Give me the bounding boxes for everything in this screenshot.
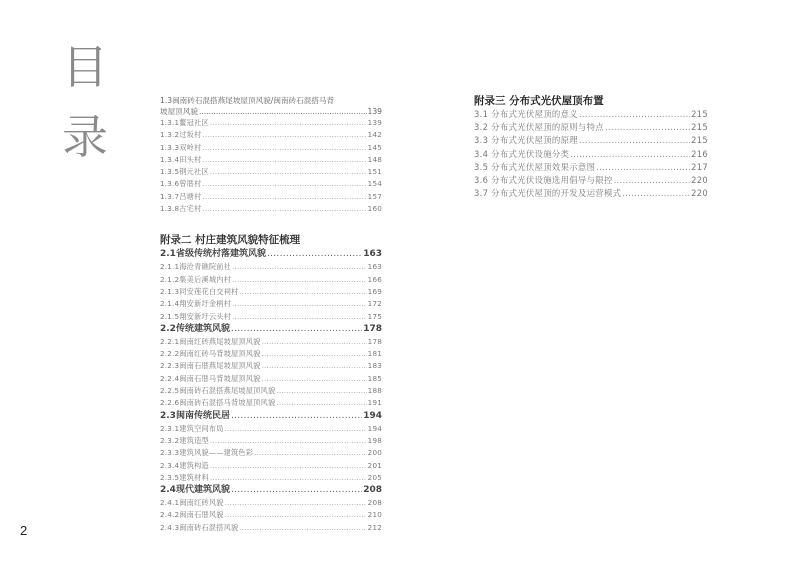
toc-page-number: 154	[367, 179, 382, 189]
toc-entry-label: 2.3.4建筑构造	[160, 460, 209, 470]
toc-entry[interactable]	[160, 261, 382, 273]
toc-entry[interactable]	[474, 134, 708, 147]
toc-entry-label: 3.6 分布式光伏设施选用倡导与限控	[474, 174, 613, 185]
toc-entry-label: 1.3.6曾厝村	[160, 179, 202, 189]
toc-page-number: 217	[691, 161, 708, 172]
toc-entry[interactable]	[160, 484, 382, 497]
toc-entry-label: 坡屋顶风貌	[160, 107, 198, 116]
toc-page-number: 185	[367, 373, 382, 383]
toc-entry-label: 2.4.2闽南石厝风貌	[160, 510, 224, 520]
toc-left-column	[160, 96, 382, 534]
toc-entry-label: 1.3.3双岭村	[160, 142, 202, 152]
toc-page-number: 201	[367, 460, 382, 470]
toc-entry-label: 1.3.5钢元社区	[160, 167, 209, 177]
toc-page-number: 215	[691, 108, 708, 119]
toc-entry-label: 2.2.5闽南砖石混搭燕尾坡屋顶风貌	[160, 386, 276, 396]
toc-page-number: 220	[691, 188, 708, 199]
toc-entry[interactable]	[160, 117, 382, 129]
toc-entry[interactable]	[160, 142, 382, 154]
toc-entry-1-3[interactable]	[160, 96, 382, 117]
toc-page-number: 181	[367, 349, 382, 359]
toc-entry-label: 1.3.8古宅村	[160, 204, 202, 214]
appendix-3-title: 附录三 分布式光伏屋顶布置	[474, 95, 604, 107]
toc-entry-label: 3.4 分布式光伏设施分类	[474, 148, 570, 159]
toc-entry[interactable]	[160, 323, 382, 336]
toc-entry[interactable]	[160, 154, 382, 166]
toc-page-number: 142	[367, 130, 382, 140]
toc-entry[interactable]	[474, 187, 708, 200]
appendix-2-groups	[160, 248, 382, 534]
toc-entry[interactable]	[160, 460, 382, 472]
toc-page-number: 216	[691, 148, 708, 159]
toc-page-number: 200	[367, 448, 382, 458]
toc-page-number: 208	[367, 498, 382, 508]
toc-page-number: 166	[367, 274, 382, 284]
toc-entry-label: 3.1 分布式光伏屋顶的意义	[474, 108, 578, 119]
toc-entry[interactable]	[160, 472, 382, 484]
toc-page-number: 191	[367, 398, 382, 408]
toc-entry-label: 2.3.2建筑造型	[160, 435, 209, 445]
toc-page-number: 145	[367, 142, 382, 152]
toc-title-char-1: 目	[62, 40, 108, 94]
toc-entry[interactable]	[160, 178, 382, 190]
toc-entry[interactable]	[160, 397, 382, 409]
toc-page-number: 151	[367, 167, 382, 177]
toc-page-number: 139	[367, 118, 382, 127]
toc-entry[interactable]	[160, 286, 382, 298]
toc-entry-label: 2.1.4翔安新圩金柄村	[160, 299, 232, 309]
toc-entry[interactable]	[160, 423, 382, 435]
toc-entry[interactable]	[474, 174, 708, 187]
toc-entry[interactable]	[160, 248, 382, 261]
toc-entry-label: 3.5 分布式光伏屋顶效果示意图	[474, 161, 596, 172]
toc-entry-label: 1.3.4田头村	[160, 154, 202, 164]
toc-entry-label: 2.3闽南传统民居	[160, 410, 230, 421]
toc-entry[interactable]	[160, 447, 382, 459]
toc-entry-label: 2.3.5建筑材料	[160, 472, 209, 482]
toc-entry[interactable]	[160, 298, 382, 310]
appendix-3-items	[474, 108, 708, 200]
appendix-2-title: 附录二 村庄建筑风貌特征梳理	[160, 234, 301, 247]
toc-entry-label: 2.4.3闽南砖石混搭风貌	[160, 522, 239, 532]
toc-entry-label: 2.1.3同安莲花白交祠村	[160, 286, 239, 296]
toc-entry[interactable]	[160, 274, 382, 286]
toc-page-number: 194	[367, 423, 382, 433]
toc-page-number: 178	[363, 323, 382, 334]
toc-entry-label: 2.2传统建筑风貌	[160, 323, 230, 334]
toc-page-number: 208	[363, 485, 382, 496]
toc-page-number: 205	[367, 472, 382, 482]
toc-entry[interactable]	[474, 108, 708, 121]
toc-entry-label: 2.4现代建筑风貌	[160, 485, 230, 496]
toc-right-column	[474, 94, 708, 200]
page-number: 2	[20, 523, 28, 538]
toc-entry-label: 2.2.3闽南石厝燕尾坡屋顶风貌	[160, 361, 261, 371]
toc-entry-label: 2.1.1海沧青礁院前社	[160, 262, 232, 272]
toc-entry[interactable]	[474, 148, 708, 161]
toc-page-number: 215	[691, 122, 708, 133]
toc-entry[interactable]	[160, 166, 382, 178]
toc-page-number: 210	[367, 510, 382, 520]
toc-entry[interactable]	[160, 348, 382, 360]
toc-entry-label: 2.3.1建筑空间布局	[160, 423, 224, 433]
toc-entry-label: 2.2.2闽南红砖马背坡屋顶风貌	[160, 349, 261, 359]
toc-entry-label: 2.2.4闽南石厝马背坡屋顶风貌	[160, 373, 261, 383]
toc-entry[interactable]	[160, 129, 382, 141]
toc-entry-label: 1.3.7吕塘村	[160, 191, 202, 201]
toc-page-number: 183	[367, 361, 382, 371]
toc-entry-label: 3.3 分布式光伏屋顶的原理	[474, 135, 578, 146]
toc-entry-label: 2.1.2集美后溪城内村	[160, 274, 232, 284]
toc-entry[interactable]	[160, 410, 382, 423]
toc-entry[interactable]	[160, 373, 382, 385]
toc-entry[interactable]	[474, 161, 708, 174]
toc-page-number: 212	[367, 522, 382, 532]
toc-page-number: 215	[691, 135, 708, 146]
toc-section-1-3-items	[160, 117, 382, 215]
toc-entry[interactable]	[160, 191, 382, 203]
toc-page-number: 198	[367, 435, 382, 445]
toc-page-number: 139	[367, 107, 382, 116]
toc-page-number: 220	[691, 174, 708, 185]
toc-entry-label: 3.2 分布式光伏屋顶的原则与特点	[474, 122, 604, 133]
toc-entry-label: 2.4.1闽南红砖风貌	[160, 498, 224, 508]
toc-entry[interactable]	[160, 435, 382, 447]
toc-page-number: 163	[363, 249, 382, 260]
toc-page-number: 169	[367, 286, 382, 296]
toc-entry-label: 1.3.2过坂村	[160, 130, 202, 140]
toc-entry-label: 3.7 分布式光伏屋顶的开发及运营模式	[474, 188, 622, 199]
toc-page-number: 175	[367, 311, 382, 321]
toc-page-number: 172	[367, 299, 382, 309]
toc-page-number: 160	[367, 204, 382, 214]
toc-entry-label: 2.2.6闽南砖石混搭马背坡屋顶风貌	[160, 398, 276, 408]
toc-entry[interactable]	[160, 311, 382, 323]
toc-title-char-2: 录	[62, 110, 108, 164]
toc-entry[interactable]	[160, 336, 382, 348]
toc-entry-label: 2.1.5翔安新圩云头村	[160, 311, 232, 321]
toc-entry[interactable]	[160, 360, 382, 372]
toc-page-number: 157	[367, 191, 382, 201]
toc-page-number: 163	[367, 262, 382, 272]
toc-entry-label: 2.3.3建筑风貌——建筑色彩	[160, 448, 254, 458]
toc-page-number: 178	[367, 336, 382, 346]
toc-page-number: 188	[367, 386, 382, 396]
toc-entry-label: 2.2.1闽南红砖燕尾坡屋顶风貌	[160, 336, 261, 346]
toc-page-number: 194	[363, 410, 382, 421]
toc-entry-label: 1.3.1鳌冠社区	[160, 118, 209, 127]
toc-entry[interactable]	[160, 203, 382, 215]
toc-page-number: 148	[367, 154, 382, 164]
toc-entry[interactable]	[474, 121, 708, 134]
toc-entry-label: 1.3闽南砖石混搭燕尾坡屋顶风貌/闽南砖石混搭马背	[160, 96, 335, 105]
toc-entry[interactable]	[160, 385, 382, 397]
toc-entry[interactable]	[160, 509, 382, 521]
toc-entry[interactable]	[160, 497, 382, 509]
toc-entry[interactable]	[160, 522, 382, 534]
toc-entry-label: 2.1省级传统村落建筑风貌	[160, 249, 266, 260]
